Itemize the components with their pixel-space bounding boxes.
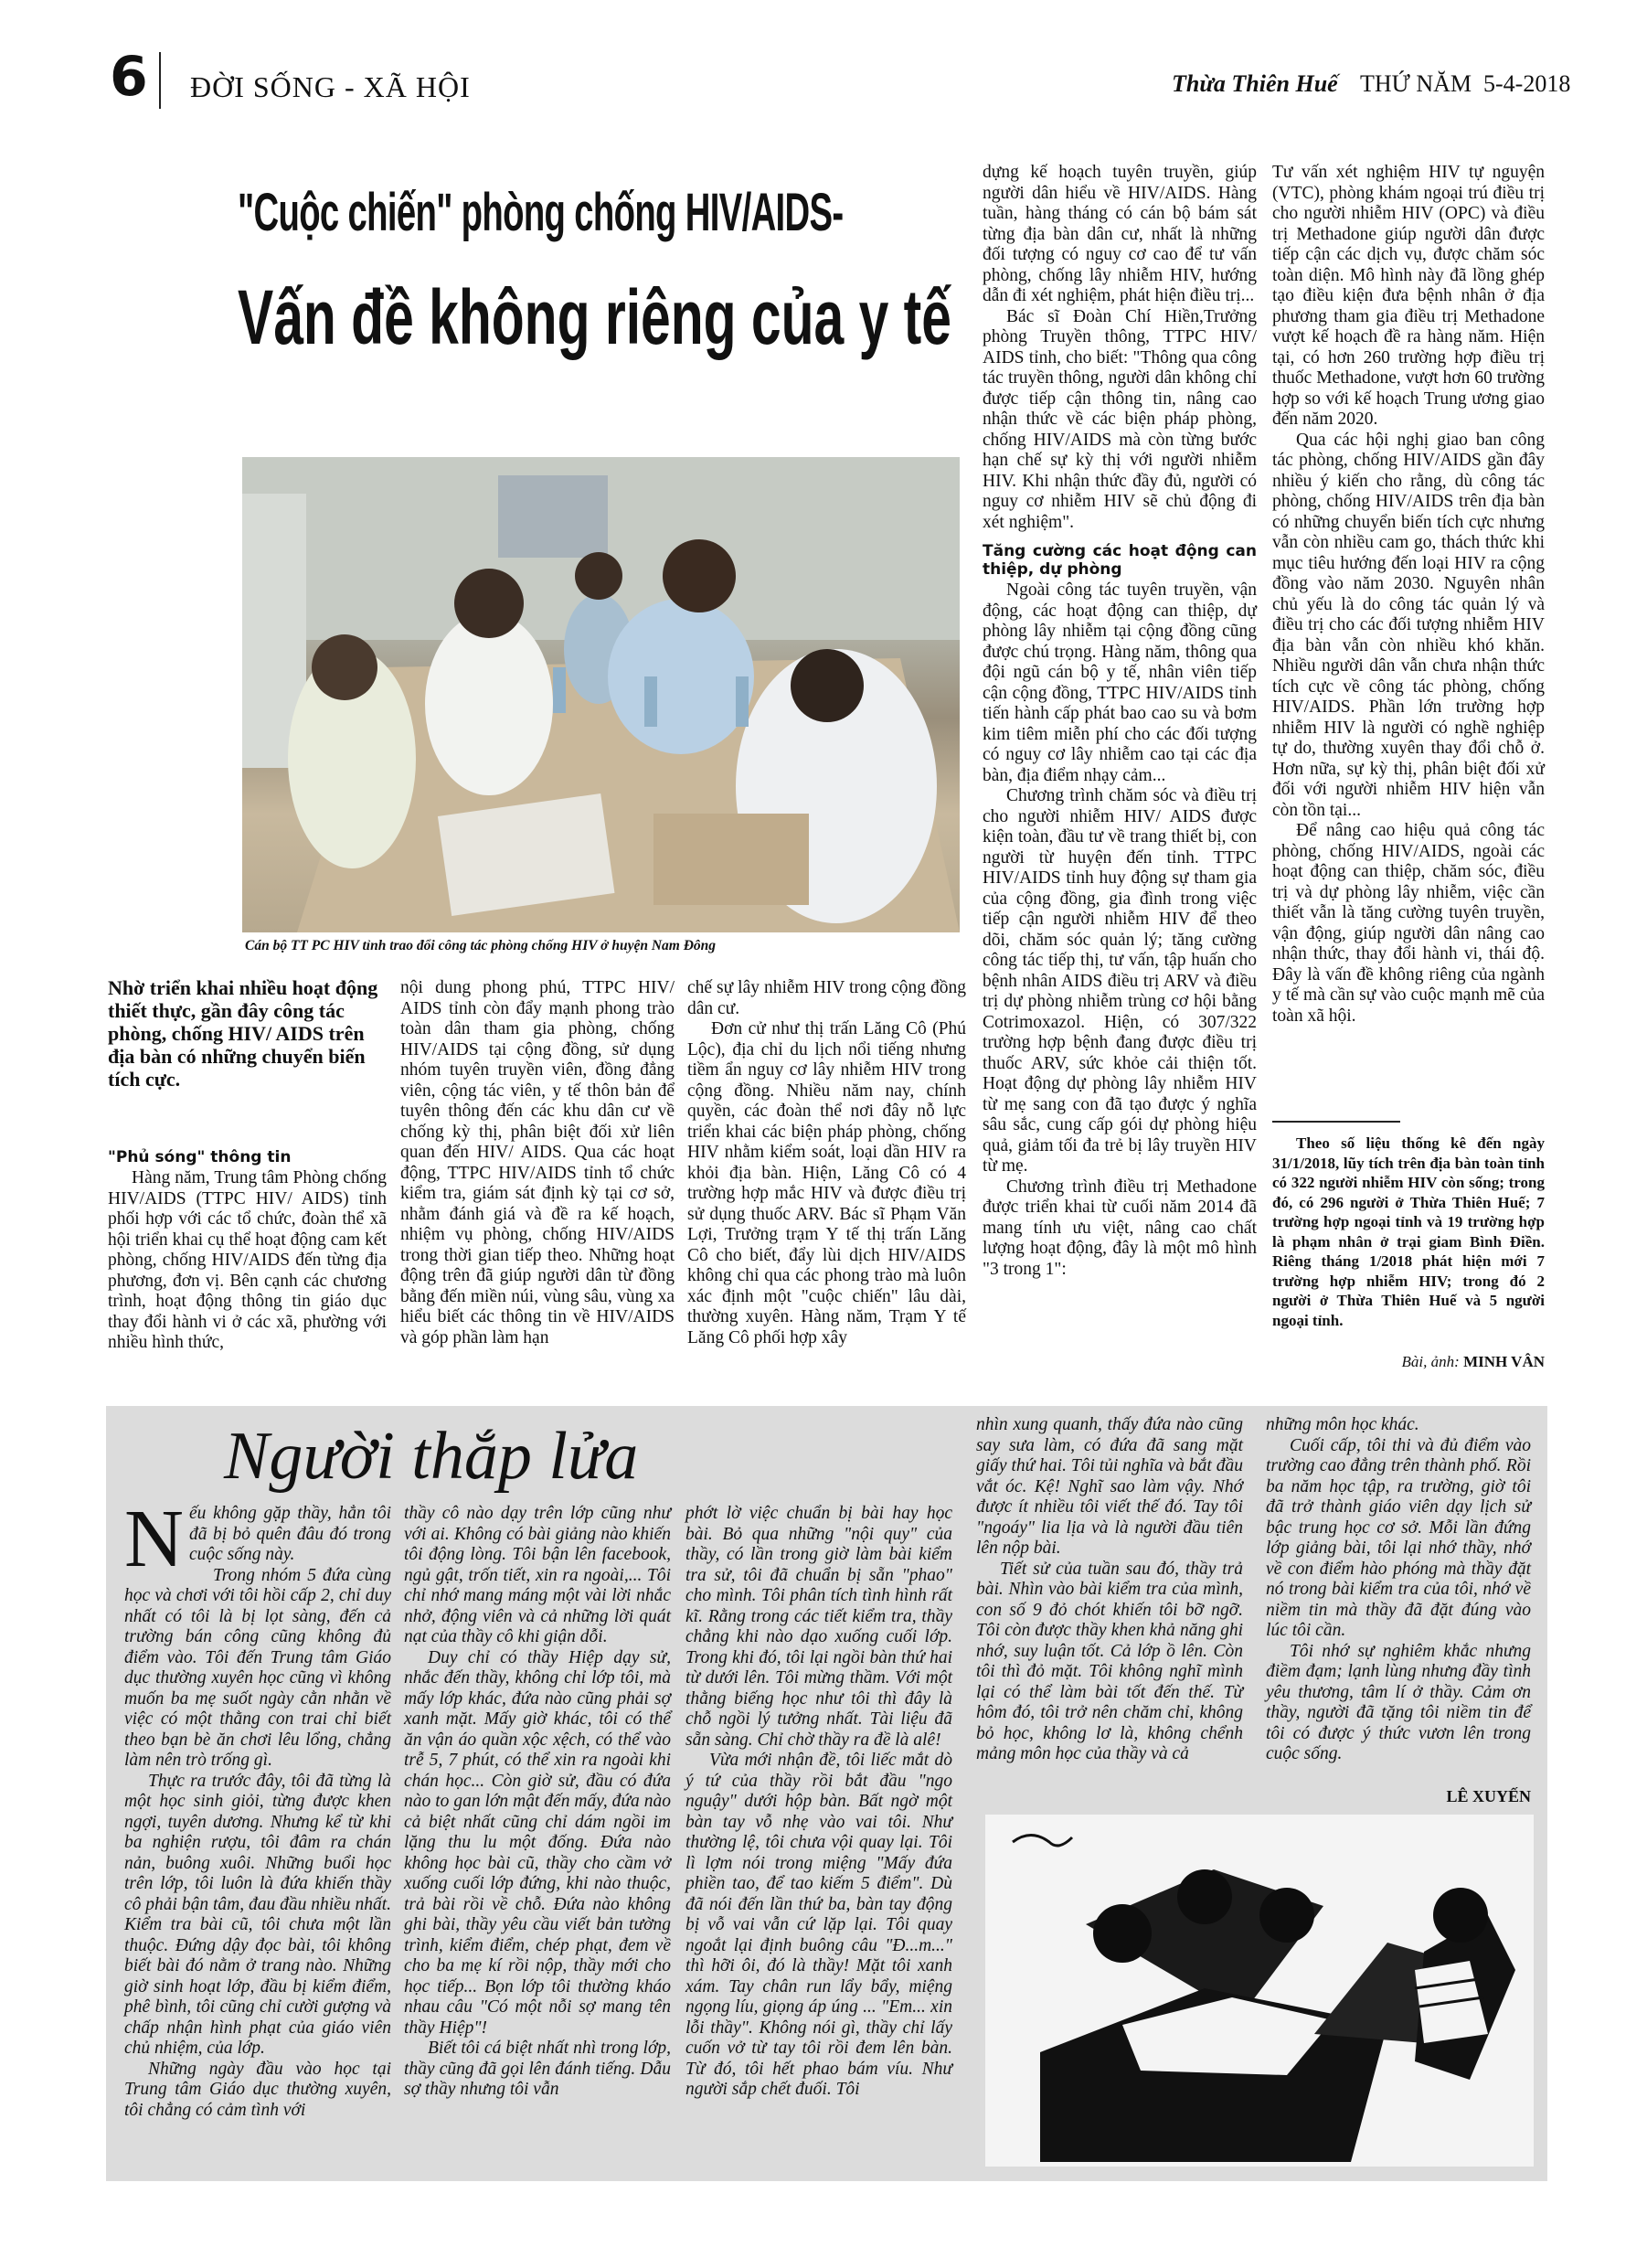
article2-author: LÊ XUYẾN bbox=[1446, 1787, 1531, 1805]
article-title bbox=[238, 163, 960, 455]
paragraph-text: ếu không gặp thầy, hẳn tôi đã bị bỏ quên đâu đó trong cuộc sống này. bbox=[189, 1504, 391, 1564]
page-number: 6 bbox=[110, 45, 148, 109]
article2-column-1 bbox=[124, 1494, 391, 2121]
statistics-box: Theo số liệu thống kê đến ngày 31/1/2018, lũy tích trên địa bàn toàn tỉnh có 322 người nhiễm HIV còn sống; trong đó, có 296 người ở Thừa Thiên Huế; 7 trường hợp ngoại tỉnh và 19 trường hợp là phạm nhân ở trại giam Bình Điền. Riêng tháng 1/2018 phát hiện mới 7 trường hợp nhiễm HIV; trong đó 2 người ở Thừa Thiên Huế và 5 người ngoại tỉnh. bbox=[1272, 1134, 1545, 1329]
box-rule bbox=[1272, 1121, 1400, 1123]
paragraph: Tôi nhớ sự nghiêm khắc nhưng điềm đạm; lạnh lùng nhưng đầy tình yêu thương, tâm lí ở thầy. Cảm ơn thầy, người đã tặng tôi niềm tin để tôi có được ý thức vươn lên trong cuộc sống. bbox=[1266, 1641, 1531, 1763]
dropcap: N bbox=[124, 1494, 184, 1584]
paragraph: Chương trình điều trị Methadone được triển khai từ cuối năm 2014 đã mang tính ưu việt, nâng cao chất lượng hoạt động, đây là một mô hình "3 trong 1": bbox=[983, 1177, 1257, 1279]
paragraph: những môn học khác. bbox=[1266, 1415, 1419, 1434]
paragraph-first bbox=[124, 1494, 391, 1584]
paragraph: Ngoài công tác tuyên truyền, vận động, các hoạt động can thiệp, dự phòng lây nhiễm tại cộng đồng cũng được chú trọng. Hàng năm, thông qua đội ngũ cán bộ y tế, nhân viên tiếp cận cộng đồng, TTPC HIV/AIDS tỉnh tiến hành cấp phát bao cao su và bơm kim tiêm miễn phí cho các đối tượng có nguy cơ lây nhiễm cao tại các địa bàn, địa điểm nhạy cảm... bbox=[983, 580, 1257, 785]
paragraph: dựng kế hoạch tuyên truyền, giúp người dân hiểu về HIV/AIDS. Hàng tuần, hàng tháng có cán bộ bám sát từng địa bàn dân cư, nhất là những đối tượng có nguy cơ cao để tư vấn phòng, chống lây nhiễm HIV, hướng dẫn đi xét nghiệm, phát hiện điều trị... bbox=[983, 163, 1257, 305]
paragraph: Hàng năm, Trung tâm Phòng chống HIV/AIDS (TTPC HIV/ AIDS) tỉnh phối hợp với các tổ chức, đoàn thể xã hội triển khai cụ thể hoạt động cam kết phòng, chống HIV/AIDS đến từng địa phương, đơn vị. Bên cạnh các chương trình, hoạt động thông tin giáo dục thay đổi hành vi ở các xã, phường với nhiều hình thức, bbox=[108, 1168, 387, 1352]
paragraph: chế sự lây nhiễm HIV trong cộng đồng dân cư. bbox=[687, 978, 966, 1018]
paper-name: Thừa Thiên Huế bbox=[1172, 70, 1338, 97]
paragraph: Cuối cấp, tôi thi và đủ điểm vào trường cao đẳng trên thành phố. Rồi ba năm học tập, ra trường, giờ tôi đã trở thành giáo viên dạy lịch sử bậc trung học cơ sở. Mỗi lần đứng lớp giảng bài, tôi lại nhớ thầy, nhớ về con điểm hào phóng mà thầy đặt nó trong bài kiểm tra của tôi, nhớ về niềm tin mà thầy đã đặt đúng vào lúc tôi cần. bbox=[1266, 1435, 1531, 1640]
subheading-can-thiep: Tăng cường các hoạt động can thiệp, dự phòng bbox=[983, 542, 1257, 579]
article1-column-2 bbox=[400, 978, 675, 1348]
paragraph: Những ngày đầu vào học tại Trung tâm Giáo dục thường xuyên, tôi chẳng có cảm tình với bbox=[124, 2059, 391, 2120]
paragraph: Đơn cử như thị trấn Lăng Cô (Phú Lộc), địa chỉ du lịch nổi tiếng nhưng tiềm ẩn nguy cơ lây nhiễm HIV trong cộng đồng. Nhiều năm nay, chính quyền, các đoàn thể nơi đây nỗ lực triển khai các biện pháp phòng, chống HIV nhằm kiểm soát, loại dần HIV ra khỏi địa bàn. Hiện, Lăng Cô có 4 trường hợp mắc HIV và được điều trị sử dụng thuốc ARV. Bác sĩ Phạm Văn Lợi, Trưởng trạm Y tế thị trấn Lăng Cô cho biết, đẩy lùi dịch HIV/AIDS không chỉ qua các phong trào mà luôn xác định một "cuộc chiến" lâu dài, thường xuyên. Hàng năm, Trạm Y tế Lăng Cô phối hợp xây bbox=[687, 1019, 966, 1347]
subheading-phu-song: "Phủ sóng" thông tin bbox=[108, 1148, 292, 1166]
header-divider bbox=[159, 52, 161, 109]
paragraph: Chương trình chăm sóc và điều trị cho người nhiễm HIV/ AIDS được kiện toàn, đầu tư về trang thiết bị, con người từ huyện đến tỉnh. TTPC HIV/AIDS tỉnh huy động sự tham gia của cộng đồng, gia đình trong việc tiếp cận người nhiễm HIV để theo dõi, chăm sóc quản lý; tăng cường công tác tiếp thị, tư vấn, tập huấn cho bệnh nhân AIDS điều trị ARV và điều trị dự phòng nhiễm trùng cơ hội bằng Cotrimoxazol. Hiện, có 307/322 trường hợp bệnh đang được điều trị thuốc ARV, sức khỏe cải thiện tốt. Hoạt động dự phòng lây nhiễm HIV từ mẹ sang con đã tạo được ý nghĩa sâu sắc, cung cấp gói dự phòng hiệu quả, giảm tối đa trẻ bị lây truyền HIV từ mẹ. bbox=[983, 786, 1257, 1176]
article2-title: Người thắp lửa bbox=[224, 1419, 639, 1494]
paragraph: nội dung phong phú, TTPC HIV/ AIDS tỉnh còn đẩy mạnh phong trào toàn dân tham gia phòng, chống HIV/AIDS tại cộng đồng, sử dụng nhóm tuyên truyền viên, đồng đẳng viên, cộng tác viên, y tế thôn bản để tuyên thông đến các khu dân cư về chống kỳ thị, phân biệt đối xử liên quan đến HIV/ AIDS. Qua các hoạt động, TTPC HIV/AIDS tỉnh tổ chức kiểm tra, giám sát định kỳ tại cơ sở, nhằm đánh giá và đề ra kế hoạch, nhiệm vụ phòng, chống HIV/AIDS trong thời gian tiếp theo. Những hoạt động trên đã giúp người dân từ đồng bằng đến miền núi, vùng sâu, vùng xa hiểu biết các thông tin về HIV/AIDS và góp phần làm hạn bbox=[400, 978, 675, 1347]
paragraph: Trong nhóm 5 đứa cùng học và chơi với tôi hồi cấp 2, chỉ duy nhất có tôi là bị lọt sàng, đến cả trường bán công cũng không đủ điểm vào. Tôi đến Trung tâm Giáo dục thường xuyên học cũng vì không muốn ba mẹ suốt ngày cằn nhằn về việc có một thằng con trai chỉ biết theo bạn bè ăn chơi lêu lổng, chẳng làm nên trò trống gì. bbox=[124, 1565, 391, 1770]
article-title-line1: "Cuộc chiến" phòng chống HIV/AIDS- bbox=[238, 183, 844, 242]
article-photo bbox=[242, 457, 960, 932]
article2-column-5 bbox=[1266, 1415, 1531, 1765]
paragraph: Qua các hội nghị giao ban công tác phòng, chống HIV/AIDS gần đây nhiều ý kiến cho rằng, dù công tác phòng, chống HIV/AIDS trên địa bàn có những chuyển biến tích cực nhưng vẫn còn nhiều cam go, thách thức khi mục tiêu hướng đến loại HIV ra cộng đồng vào năm 2030. Nguyên nhân chủ yếu là do công tác quản lý và điều trị cho các đối tượng nhiễm HIV địa bàn vẫn còn nhiều khó khăn. Nhiều người dân vẫn chưa nhận thức tích cực về công tác phòng, chống HIV/AIDS. Phần lớn trường hợp nhiễm HIV là người có nghề nghiệp tự do, thường xuyên thay đổi chỗ ở. Hơn nữa, sự kỳ thị, phân biệt đối xử đối với người nhiễm HIV hiện vẫn còn tồn tại... bbox=[1272, 430, 1545, 820]
paragraph: nhìn xung quanh, thấy đứa nào cũng say sưa làm, có đứa đã sang mặt giấy thứ hai. Tôi tủi nghĩa và bắt đầu vắt óc. Kệ! Nghĩ sao làm vậy. Nhớ được ít nhiều tôi viết thế đó. Tay tôi "ngoáy" lia lịa và là người đầu tiên lên nộp bài. bbox=[976, 1415, 1243, 1558]
paragraph: Tư vấn xét nghiệm HIV tự nguyện (VTC), phòng khám ngoại trú điều trị cho người nhiễm HIV (OPC) và điều trị Methadone giúp người dân được tiếp cận các dịch vụ, được chăm sóc toàn diện. Mô hình này đã lồng ghép tạo điều kiện đưa bệnh nhân ở địa phương tham gia điều trị Methadone vượt kế hoạch đề ra hàng năm. Hiện tại, có hơn 260 trường hợp điều trị thuốc Methadone, vượt hơn 60 trường hợp so với kế hoạch Trung ương giao đến năm 2020. bbox=[1272, 163, 1545, 429]
article1-column-5 bbox=[1272, 163, 1545, 1027]
article2-column-3 bbox=[685, 1504, 952, 2101]
section-title: ĐỜI SỐNG - XÃ HỘI bbox=[190, 70, 471, 103]
byline-author: MINH VÂN bbox=[1463, 1353, 1545, 1370]
article2-illustration bbox=[985, 1815, 1534, 2167]
paragraph: Vừa mới nhận đề, tôi liếc mắt dò ý tứ của thầy rồi bắt đầu "ngo nguậy" dưới hộp bàn. Bất ngờ một bàn tay vỗ nhẹ vào vai tôi. Như thường lệ, tôi chưa vội quay lại. Tôi lì lợm nói trong miệng "Mấy đứa phiền tao, để tao kiếm 5 điểm". Dù đã nói đến lần thứ ba, bàn tay động bị vỗ vai vẫn cứ lặp lại. Tôi quay ngoắt lại định buông câu "Đ...m..." thì hỡi ôi, đó là thầy! Mặt tôi xanh xám. Tay chân run lẩy bẩy, miệng ngọng líu, giọng áp úng ... "Em... xin lỗi thầy". Không nói gì, thầy chỉ lấy cuốn vở từ tay tôi rồi đem lên bàn. Từ đó, tôi hết phao bám víu. Như người sắp chết đuối. Tôi bbox=[685, 1751, 952, 2099]
article-title-line2: Vấn đề không riêng của y tế bbox=[238, 274, 951, 360]
paragraph: Biết tôi cá biệt nhất nhì trong lớp, thầy cũng đã gọi lên đánh tiếng. Dẫu sợ thầy nhưng tôi vẫn bbox=[404, 2039, 671, 2099]
classroom-sketch-illustration bbox=[985, 1815, 1534, 2167]
article1-column-3 bbox=[687, 978, 966, 1348]
paragraph: Thực ra trước đây, tôi đã từng là một học sinh giỏi, từng được khen ngợi, tuyên dương. Nhưng kể từ khi ba nghiện rượu, tôi đâm ra chán nản, buông xuôi. Những buổi học trên lớp, tôi luôn là đứa khiến thầy cô phải bận tâm, đau đầu nhiều nhất. Kiểm tra bài cũ, tôi chưa một lần thuộc. Đứng dậy đọc bài, tôi không biết bài đó nằm ở trang nào. Những giờ sinh hoạt lớp, đầu bị kiểm điểm, phê bình, tôi cũng chỉ cười gượng và chấp nhận hình phạt của giáo viên chủ nhiệm, của lớp. bbox=[124, 1771, 391, 2058]
byline-prefix: Bài, ảnh: bbox=[1401, 1353, 1460, 1370]
article-lead: Nhờ triển khai nhiều hoạt động thiết thực, gần đây công tác phòng, chống HIV/ AIDS trên địa bàn có những chuyển biến tích cực. bbox=[108, 976, 378, 1091]
issue-date: THỨ NĂM 5-4-2018 bbox=[1360, 70, 1571, 97]
paragraph: thầy cô nào dạy trên lớp cũng như với ai. Không có bài giảng nào khiến tôi động lòng. Tôi bận lên facebook, ngủ gật, trốn tiết, xin ra ngoài,... Tôi chỉ nhớ mang máng một vài lời nhắc nhở, động viên và cả những lời quát nạt của thầy cô khi giận dỗi. bbox=[404, 1504, 671, 1646]
article2-column-2 bbox=[404, 1504, 671, 2101]
paragraph: Bác sĩ Đoàn Chí Hiền,Trưởng phòng Truyền thông, TTPC HIV/ AIDS tỉnh, cho biết: "Thông qua công tác truyền thông, người dân không chỉ được tiếp cận thông tin, nâng cao nhận thức về các biện pháp phòng, chống HIV/AIDS mà còn từng bước hạn chế sự kỳ thị với người nhiễm HIV. Khi nhận thức đầy đủ, người có nguy cơ nhiễm HIV sẽ chủ động đi xét nghiệm". bbox=[983, 306, 1257, 532]
paragraph: Để nâng cao hiệu quả công tác phòng, chống HIV/AIDS, ngoài các hoạt động can thiệp, chăm sóc, điều trị và dự phòng lây nhiễm, việc cần thiết vẫn là tăng cường tuyên truyền, vận động, giúp người dân nâng cao nhận thức, thay đổi hành vi, thái độ. Đây là vấn đề không riêng của ngành y tế mà cần sự vào cuộc mạnh mẽ của toàn xã hội. bbox=[1272, 821, 1545, 1026]
article1-column-4 bbox=[983, 163, 1257, 1280]
paragraph: Duy chỉ có thầy Hiệp dạy sử, nhắc đến thầy, không chỉ lớp tôi, mà mấy lớp khác, đứa nào cũng phải sợ xanh mặt. Mấy giờ khác, tôi có thể ăn vận áo quần xộc xệch, có thể vào trễ 5, 7 phút, có thể xin ra ngoài khi chán học... Còn giờ sử, đầu có đứa nào to gan lớn mật đến mấy, đứa nào cả biệt nhất cũng chỉ dám ngồi im lặng thu lu một đống. Đứa nào không học bài cũ, thầy cho cầm vở xuống cuối lớp đứng, khi nào thuộc, trả bài rồi về chỗ. Đứa nào không ghi bài, thầy yêu cầu viết bản tường trình, kiểm điểm, chép phạt, đem về cho ba mẹ kí rồi nộp, thầy mới cho học tiếp... Bọn lớp tôi thường kháo nhau câu "Có một nỗi sợ mang tên thầy Hiệp"! bbox=[404, 1647, 671, 2038]
paragraph: Tiết sử của tuần sau đó, thầy trả bài. Nhìn vào bài kiểm tra của mình, con số 9 đỏ chót khiến tôi bỡ ngỡ. Tôi còn được thầy khen khả năng ghi nhớ, suy luận tốt. Cả lớp ồ lên. Còn tôi thì đỏ mặt. Tôi không nghĩ mình lại có thể làm bài tốt đến thế. Từ hôm đó, tôi trở nên chăm chỉ, không bỏ học, không lơ là, không chểnh mảng môn học của thầy và cả bbox=[976, 1559, 1243, 1763]
article2-column-4 bbox=[976, 1415, 1243, 1765]
photo-caption: Cán bộ TT PC HIV tỉnh trao đổi công tác phòng chống HIV ở huyện Nam Đông bbox=[245, 938, 717, 953]
article1-column-1 bbox=[108, 1143, 387, 1354]
paragraph: phớt lờ việc chuẩn bị bài hay học bài. Bỏ qua những "nội quy" của thầy, có lần trong giờ làm bài kiểm tra sử, tôi đã chuẩn bị sẵn "phao" cho mình. Tôi phân tích tình hình rất kĩ. Rằng trong các tiết kiểm tra, thầy chẳng khi nào dạo xuống cuối lớp. Trong khi đó, tôi lại ngồi bàn thứ hai từ dưới lên. Tôi mừng thầm. Với một thằng biếng học như tôi thì đây là chỗ ngồi lý tưởng nhất. Tài liệu đã sẵn sàng. Chỉ chờ thầy ra đề là alê! bbox=[685, 1504, 952, 1750]
page-header bbox=[108, 45, 1571, 114]
byline bbox=[1272, 1353, 1545, 1371]
meeting-photo-illustration bbox=[242, 457, 960, 932]
